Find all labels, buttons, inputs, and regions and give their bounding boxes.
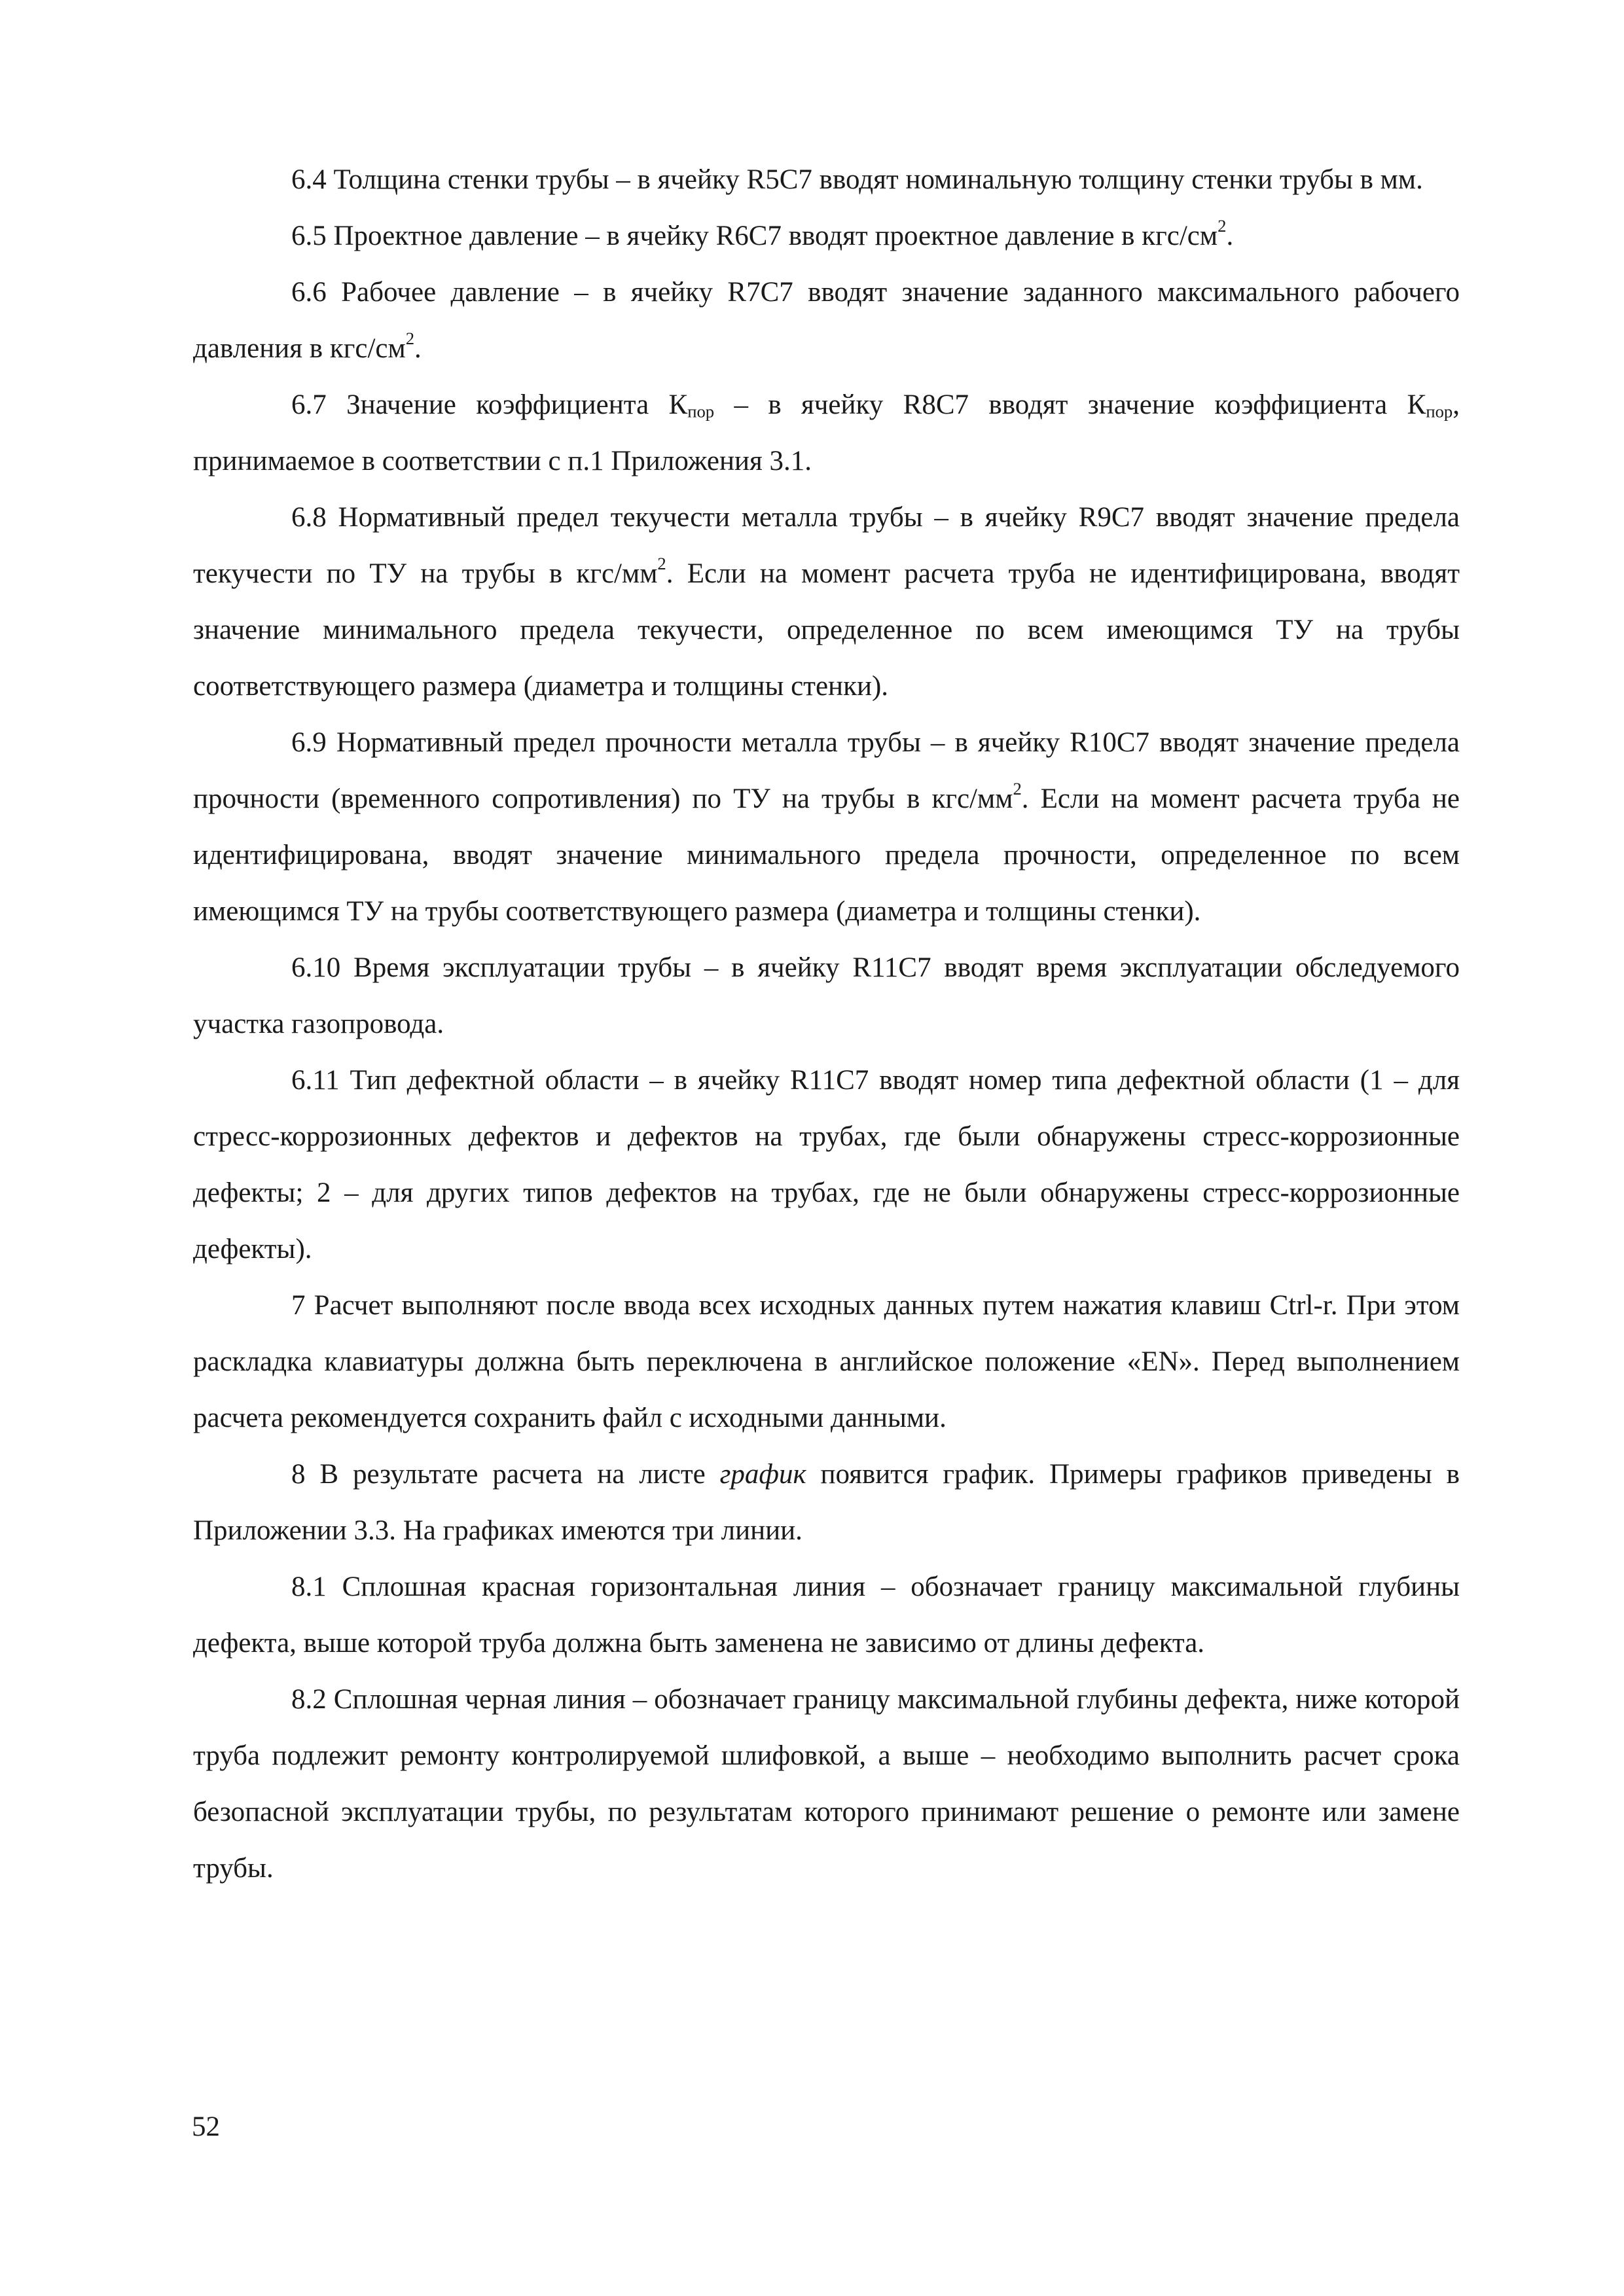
paragraph-6-7-text-c: , принимаемое в соответствии с п.1 Приложения 3.1. (193, 389, 1460, 476)
paragraph-6-9 (193, 715, 1460, 940)
superscript: 2 (1218, 216, 1227, 236)
paragraph-6-7-text-b: – в ячейку R8C7 вводят значение коэффициента К (714, 389, 1426, 420)
paragraph-6-7-text-a: 6.7 Значение коэффициента К (291, 389, 688, 420)
paragraph-6-8 (193, 490, 1460, 715)
paragraph-6-8-end: . Если на момент расчета труба не идентифицирована, вводят значение минимального предела текучести, определенное по всем имеющимся ТУ на трубы соответствующего размера (диаметра и толщины стенки). (193, 558, 1460, 702)
paragraph-7: 7 Расчет выполняют после ввода всех исходных данных путем нажатия клавиш Ctrl-r. При этом раскладка клавиатуры должна быть переключена в английское положение «EN». Перед выполнением расчета рекомендуется сохранить файл с исходными данными. (193, 1290, 1460, 1433)
paragraph-6-7 (193, 377, 1460, 490)
paragraph-8-text: 8 В результате расчета на листе (291, 1459, 720, 1490)
paragraph-6-6 (193, 264, 1460, 377)
paragraph-6-6-text: 6.6 Рабочее давление – в ячейку R7C7 вводят значение заданного максимального рабочего давления в кгс/см (193, 277, 1460, 364)
paragraph-8-1: 8.1 Сплошная красная горизонтальная линия – обозначает границу максимальной глубины дефекта, выше которой труба должна быть заменена не зависимо от длины дефекта. (193, 1571, 1460, 1659)
paragraph-6-9-end: . Если на момент расчета труба не идентифицирована, вводят значение минимального предела прочности, определенное по всем имеющимся ТУ на трубы соответствующего размера (диаметра и толщины стенки). (193, 783, 1460, 927)
sheet-name: график (719, 1459, 806, 1490)
paragraph-6-6-end: . (414, 333, 422, 364)
subscript: пор (687, 401, 715, 422)
paragraph-6-9-text: 6.9 Нормативный предел прочности металла трубы – в ячейку R10C7 вводят значение предела прочности (временного сопротивления) по ТУ на трубы в кгс/мм (193, 727, 1460, 814)
paragraph-8-end: появится график. Примеры графиков приведены в Приложении 3.3. На графиках имеются три линии. (193, 1459, 1460, 1546)
paragraph-8 (193, 1446, 1460, 1559)
paragraph-6-8-text: 6.8 Нормативный предел текучести металла трубы – в ячейку R9C7 вводят значение предела текучести по ТУ на трубы в кгс/мм (193, 502, 1460, 589)
page-body (193, 152, 1460, 1897)
paragraph-6-11: 6.11 Тип дефектной области – в ячейку R11C7 вводят номер типа дефектной области (1 – для стресс-коррозионных дефектов и дефектов на трубах, где были обнаружены стресс-коррозионные дефекты; 2 – для других типов дефектов на трубах, где не были обнаружены стресс-коррозионные дефекты). (193, 1065, 1460, 1265)
paragraph-6-5 (193, 208, 1460, 264)
page-number: 52 (192, 2111, 220, 2142)
superscript: 2 (657, 554, 666, 574)
paragraph-6-5-text: 6.5 Проектное давление – в ячейку R6C7 вводят проектное давление в кгс/см (291, 221, 1218, 251)
paragraph-6-4: 6.4 Толщина стенки трубы – в ячейку R5C7 вводят номинальную толщину стенки трубы в мм. (291, 164, 1423, 195)
paragraph-8-2: 8.2 Сплошная черная линия – обозначает границу максимальной глубины дефекта, ниже которой труба подлежит ремонту контролируемой шлифовкой, а выше – необходимо выполнить расчет срока безопасной эксплуатации трубы, по результатам которого принимают решение о ремонте или замене трубы. (193, 1684, 1460, 1884)
superscript: 2 (405, 329, 415, 349)
paragraph-6-10: 6.10 Время эксплуатации трубы – в ячейку R11C7 вводят время эксплуатации обследуемого участка газопровода. (193, 952, 1460, 1039)
subscript: пор (1426, 401, 1453, 422)
paragraph-6-5-end: . (1226, 221, 1234, 251)
superscript: 2 (1013, 779, 1022, 799)
